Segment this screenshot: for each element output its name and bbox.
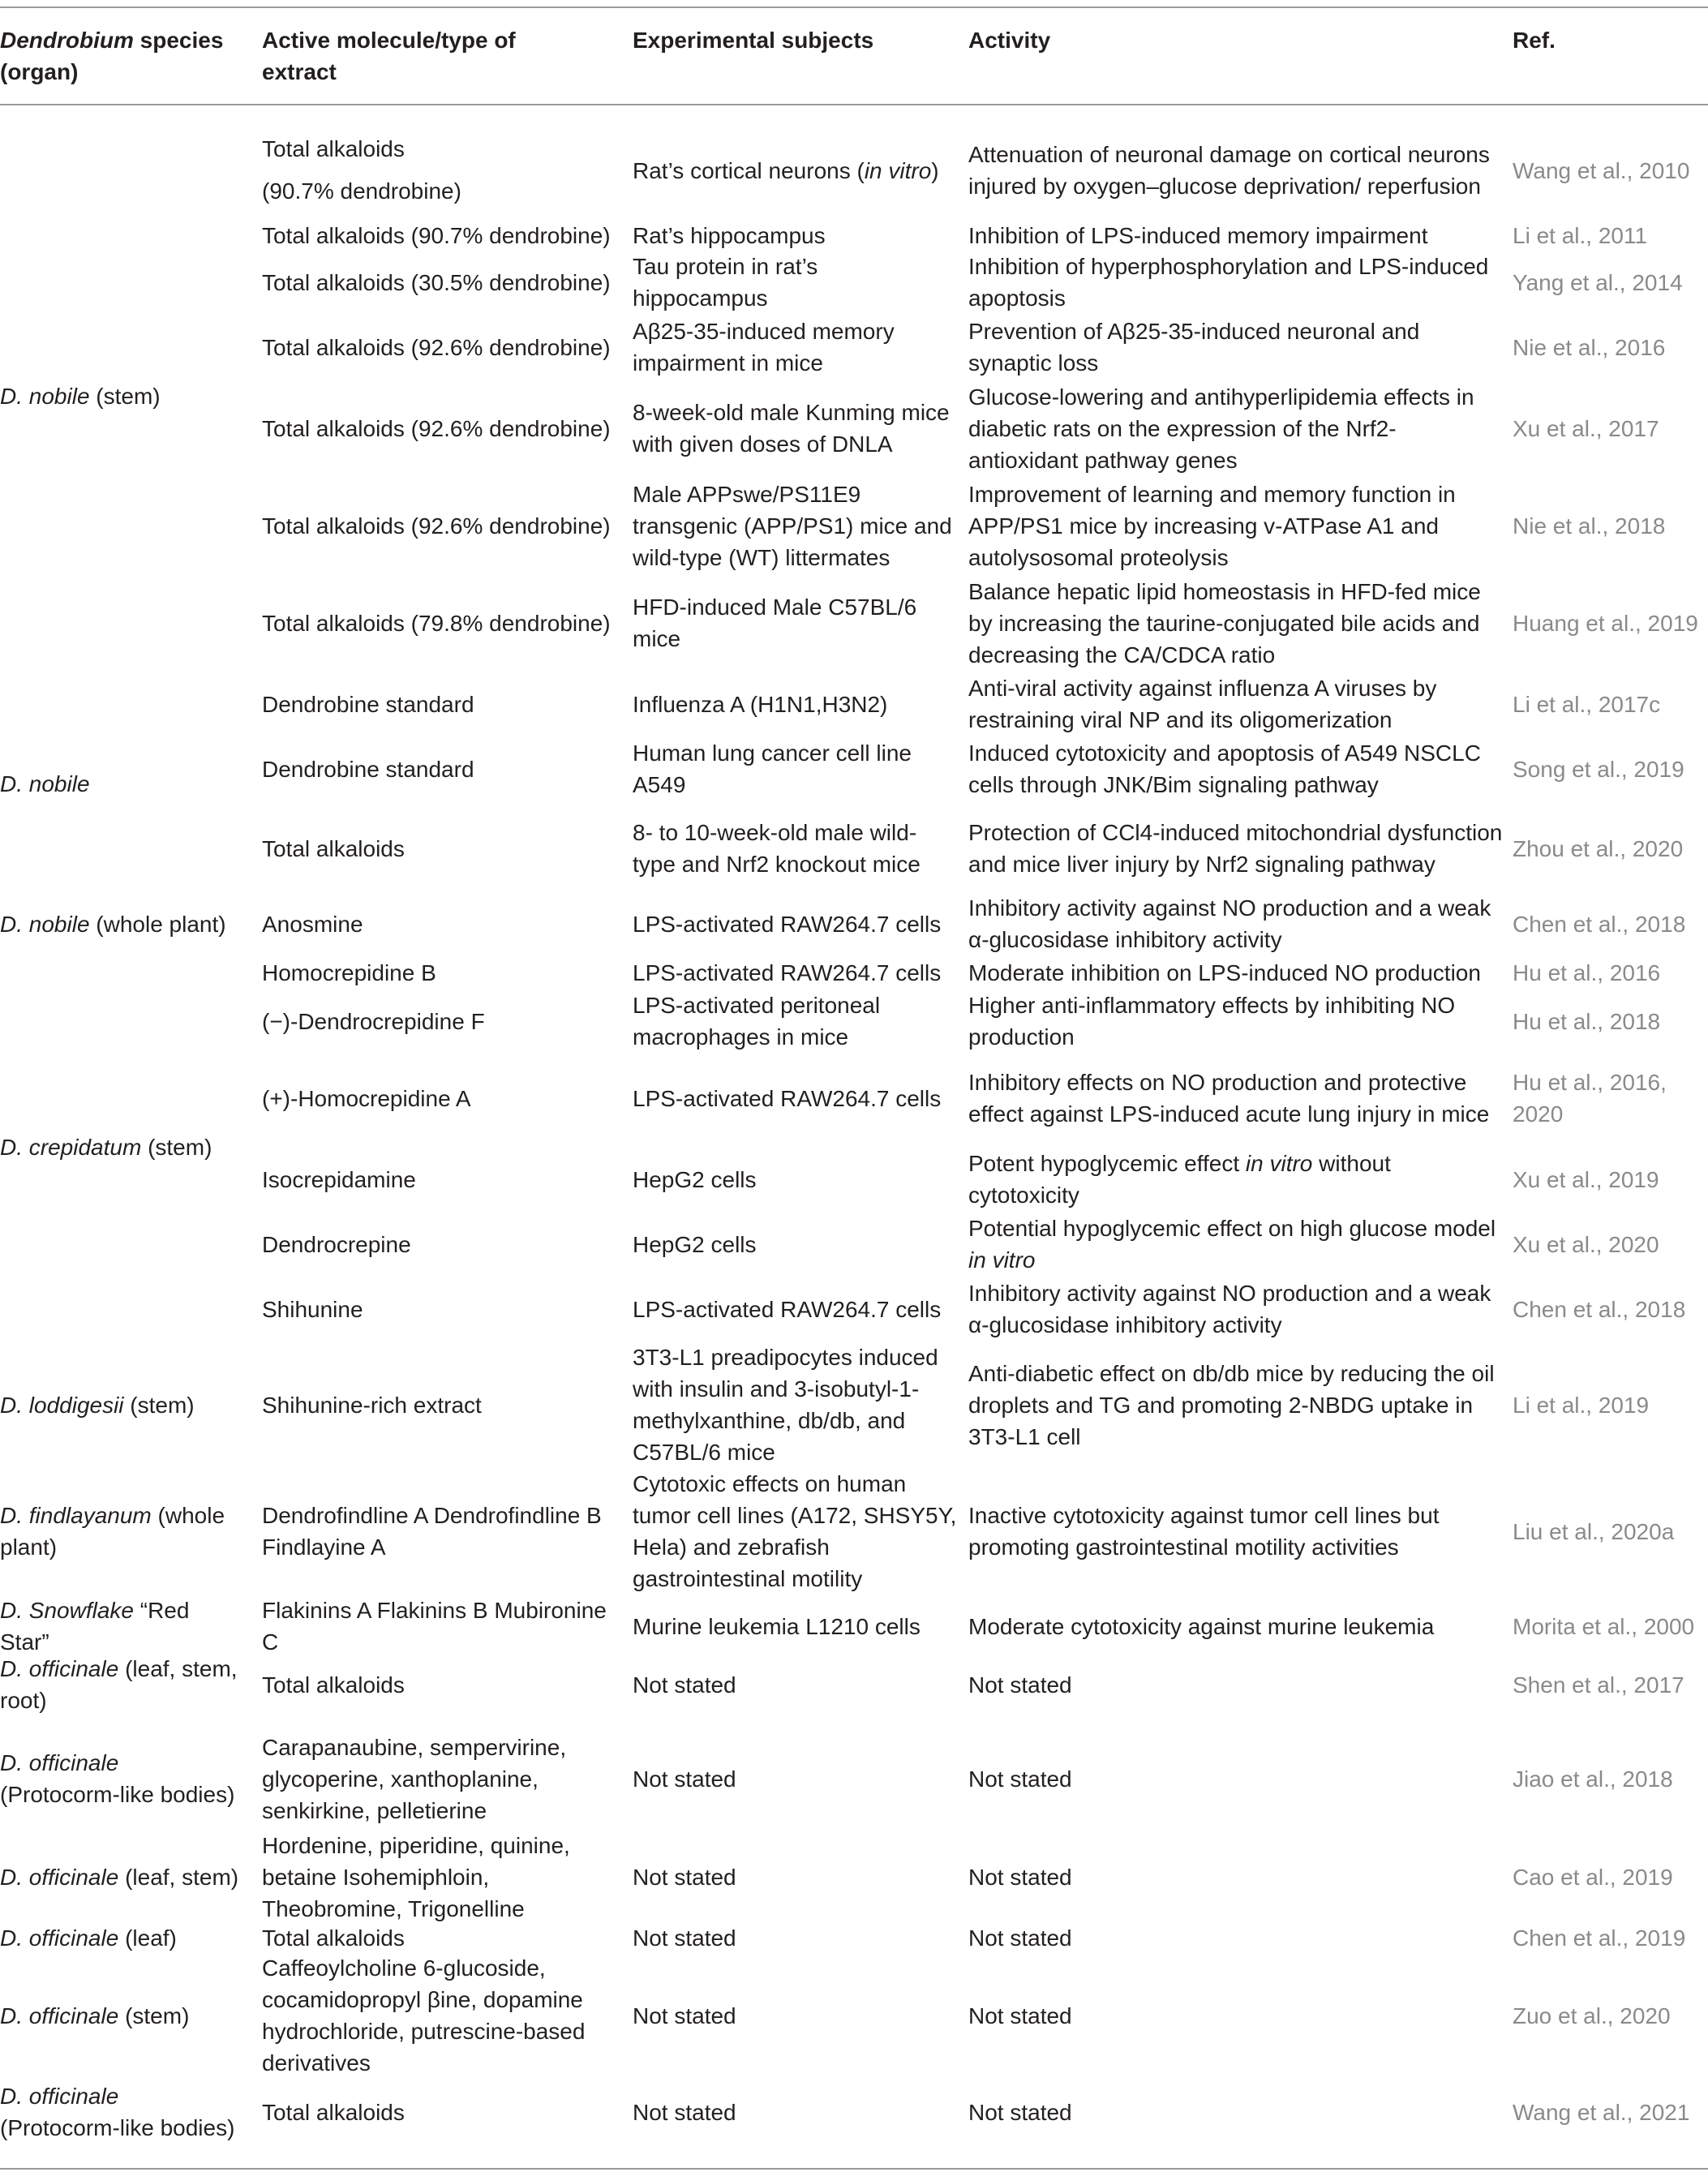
active-molecule-cell: (−)-Dendrocrepidine F xyxy=(262,1008,485,1034)
activity-cell: Potential hypoglycemic effect on high glucose model in vitro xyxy=(968,1216,1496,1273)
active-molecule-cell: Flakinins A Flakinins B Mubironine C xyxy=(262,1598,607,1655)
reference-cell: Wang et al., 2021 xyxy=(1513,2099,1690,2125)
reference-cell: Nie et al., 2016 xyxy=(1513,334,1666,360)
active-molecule-cell: Total alkaloids (30.5% dendrobine) xyxy=(262,269,611,295)
experimental-subjects-cell: LPS-activated RAW264.7 cells xyxy=(633,1085,942,1111)
activity-cell: Inhibition of LPS-induced memory impairment xyxy=(968,222,1428,248)
reference-cell: Zuo et al., 2020 xyxy=(1513,2002,1671,2028)
species-cell: D. crepidatum (stem) xyxy=(0,1134,212,1160)
experimental-subjects-cell: Not stated xyxy=(633,1925,736,1951)
species-cell: D. officinale (Protocorm-like bodies) xyxy=(0,2084,235,2140)
reference-cell: Xu et al., 2020 xyxy=(1513,1231,1659,1257)
experimental-subjects-cell: Not stated xyxy=(633,2099,736,2125)
species-cell: D. Snowflake “Red Star” xyxy=(0,1598,190,1655)
species-cell: D. officinale (leaf, stem, root) xyxy=(0,1656,238,1713)
activity-cell: Moderate cytotoxicity against murine leukemia xyxy=(968,1613,1435,1639)
active-molecule-cell: Dendrobine standard xyxy=(262,691,474,717)
species-cell: D. findlayanum (whole plant) xyxy=(0,1503,225,1560)
species-cell: D. officinale (leaf, stem) xyxy=(0,1864,239,1890)
experimental-subjects-cell: Not stated xyxy=(633,1672,736,1698)
experimental-subjects-cell: 8- to 10-week-old male wild-type and Nrf2 knockout mice xyxy=(633,820,921,877)
header-ref: Ref. xyxy=(1513,28,1556,53)
reference-cell: Shen et al., 2017 xyxy=(1513,1672,1684,1698)
reference-cell: Jiao et al., 2018 xyxy=(1513,1766,1673,1792)
active-molecule-cell: Dendrocrepine xyxy=(262,1231,411,1257)
species-cell: D. loddigesii (stem) xyxy=(0,1392,195,1418)
experimental-subjects-cell: Aβ25-35-induced memory impairment in mice xyxy=(633,319,895,376)
experimental-subjects-cell: Not stated xyxy=(633,2002,736,2028)
activity-cell: Anti-viral activity against influenza A viruses by restraining viral NP and its oligomerization xyxy=(968,676,1437,732)
reference-cell: Cao et al., 2019 xyxy=(1513,1864,1673,1890)
active-molecule-cell: Caffeoylcholine 6-glucoside, cocamidopropyl βine, dopamine hydrochloride, putrescine-based derivatives xyxy=(262,1955,586,2075)
experimental-subjects-cell: Rat’s cortical neurons (in vitro) xyxy=(633,157,939,183)
activity-cell: Prevention of Aβ25-35-induced neuronal and synaptic loss xyxy=(968,319,1420,376)
active-molecule-cell: Total alkaloids (92.6% dendrobine) xyxy=(262,334,611,360)
active-molecule-cell: Shihunine xyxy=(262,1296,363,1322)
experimental-subjects-cell: Not stated xyxy=(633,1864,736,1890)
active-molecule-cell: Shihunine-rich extract xyxy=(262,1392,482,1418)
active-molecule-cell: Total alkaloids (90.7% dendrobine) xyxy=(262,222,611,248)
species-cell: D. nobile xyxy=(0,771,90,796)
reference-cell: Li et al., 2017c xyxy=(1513,691,1661,717)
top-rule xyxy=(0,6,1708,8)
activity-cell: Inhibitory activity against NO production and a weak α-glucosidase inhibitory activity xyxy=(968,895,1491,952)
reference-cell: Yang et al., 2014 xyxy=(1513,269,1683,295)
reference-cell: Liu et al., 2020a xyxy=(1513,1518,1675,1544)
active-molecule-cell: Total alkaloids xyxy=(262,1672,405,1698)
experimental-subjects-cell: HepG2 cells xyxy=(633,1231,757,1257)
reference-cell: Chen et al., 2018 xyxy=(1513,1296,1686,1322)
reference-cell: Xu et al., 2019 xyxy=(1513,1166,1659,1192)
activity-cell: Not stated xyxy=(968,2099,1072,2125)
activity-cell: Inhibition of hyperphosphorylation and LPS-induced apoptosis xyxy=(968,254,1489,311)
species-cell: D. nobile (stem) xyxy=(0,383,161,409)
experimental-subjects-cell: Tau protein in rat’s hippocampus xyxy=(633,254,818,311)
species-cell: D. nobile (whole plant) xyxy=(0,911,226,937)
experimental-subjects-cell: LPS-activated RAW264.7 cells xyxy=(633,911,942,937)
species-cell: D. officinale (leaf) xyxy=(0,1925,177,1951)
active-molecule-cell: Hordenine, piperidine, quinine, betaine Isohemiphloin, Theobromine, Trigonelline xyxy=(262,1832,570,1921)
reference-cell: Nie et al., 2018 xyxy=(1513,513,1666,539)
experimental-subjects-cell: Rat’s hippocampus xyxy=(633,222,826,248)
experimental-subjects-cell: LPS-activated peritoneal macrophages in mice xyxy=(633,993,881,1050)
reference-cell: Song et al., 2019 xyxy=(1513,756,1684,782)
activity-cell: Attenuation of neuronal damage on cortical neurons injured by oxygen–glucose deprivation/ reperfusion xyxy=(968,142,1490,199)
header-activity: Activity xyxy=(968,28,1051,53)
experimental-subjects-cell: LPS-activated RAW264.7 cells xyxy=(633,1296,942,1322)
header-active: Active molecule/type of extract xyxy=(262,28,516,84)
active-molecule-cell: Total alkaloids (79.8% dendrobine) xyxy=(262,610,611,636)
activity-cell: Moderate inhibition on LPS-induced NO production xyxy=(968,959,1481,985)
active-molecule-cell: Total alkaloids xyxy=(262,2099,405,2125)
experimental-subjects-cell: Not stated xyxy=(633,1766,736,1792)
experimental-subjects-cell: HFD-induced Male C57BL/6 mice xyxy=(633,595,917,651)
active-molecule-cell: (+)-Homocrepidine A xyxy=(262,1085,471,1111)
experimental-subjects-cell: Murine leukemia L1210 cells xyxy=(633,1613,921,1639)
activity-cell: Not stated xyxy=(968,1925,1072,1951)
experimental-subjects-cell: Influenza A (H1N1,H3N2) xyxy=(633,691,888,717)
activity-cell: Glucose-lowering and antihyperlipidemia effects in diabetic rats on the expression of the Nrf2-antioxidant pathway genes xyxy=(968,384,1474,473)
active-molecule-cell: Anosmine xyxy=(262,911,363,937)
activity-cell: Not stated xyxy=(968,2002,1072,2028)
active-molecule-cell: Dendrobine standard xyxy=(262,756,474,782)
active-molecule-cell: Dendrofindline A Dendrofindline B Findlayine A xyxy=(262,1503,602,1560)
active-molecule-cell: Isocrepidamine xyxy=(262,1166,416,1192)
activity-cell: Induced cytotoxicity and apoptosis of A549 NSCLC cells through JNK/Bim signaling pathway xyxy=(968,740,1481,797)
activity-cell: Inhibitory activity against NO production and a weak α-glucosidase inhibitory activity xyxy=(968,1281,1491,1337)
activity-cell: Higher anti-inflammatory effects by inhibiting NO production xyxy=(968,993,1456,1050)
activity-cell: Inhibitory effects on NO production and protective effect against LPS-induced acute lung injury in mice xyxy=(968,1070,1490,1127)
reference-cell: Huang et al., 2019 xyxy=(1513,610,1698,636)
activity-cell: Anti-diabetic effect on db/db mice by reducing the oil droplets and TG and promoting 2-NBDG uptake in 3T3-L1 cell xyxy=(968,1360,1495,1449)
experimental-subjects-cell: Human lung cancer cell line A549 xyxy=(633,740,912,797)
active-molecule-cell: Total alkaloids (92.6% dendrobine) xyxy=(262,513,611,539)
activity-cell: Balance hepatic lipid homeostasis in HFD-fed mice by increasing the taurine-conjugated bile acids and decreasing the CA/CDCA ratio xyxy=(968,578,1481,667)
active-molecule-cell: Total alkaloids (90.7% dendrobine) xyxy=(262,136,461,204)
activity-cell: Not stated xyxy=(968,1864,1072,1890)
reference-cell: Morita et al., 2000 xyxy=(1513,1613,1695,1639)
experimental-subjects-cell: Male APPswe/PS11E9 transgenic (APP/PS1) mice and wild-type (WT) littermates xyxy=(633,481,952,570)
reference-cell: Zhou et al., 2020 xyxy=(1513,835,1684,861)
reference-cell: Chen et al., 2018 xyxy=(1513,911,1686,937)
active-molecule-cell: Total alkaloids (92.6% dendrobine) xyxy=(262,415,611,441)
experimental-subjects-cell: 8-week-old male Kunming mice with given doses of DNLA xyxy=(633,400,950,457)
bottom-rule xyxy=(0,2168,1708,2170)
header-species: Dendrobium species (organ) xyxy=(0,28,224,84)
experimental-subjects-cell: Cytotoxic effects on human tumor cell lines (A172, SHSY5Y, Hela) and zebrafish gastrointestinal motility xyxy=(633,1471,957,1591)
header-rule xyxy=(0,104,1708,105)
experimental-subjects-cell: 3T3-L1 preadipocytes induced with insulin and 3-isobutyl-1-methylxanthine, db/db, and C57BL/6 mice xyxy=(633,1345,938,1465)
activity-cell: Not stated xyxy=(968,1766,1072,1792)
experimental-subjects-cell: HepG2 cells xyxy=(633,1166,757,1192)
activity-cell: Inactive cytotoxicity against tumor cell lines but promoting gastrointestinal motility activities xyxy=(968,1503,1440,1560)
reference-cell: Xu et al., 2017 xyxy=(1513,415,1659,441)
active-molecule-cell: Total alkaloids xyxy=(262,1925,405,1951)
activity-cell: Potent hypoglycemic effect in vitro without cytotoxicity xyxy=(968,1151,1391,1208)
reference-cell: Hu et al., 2016 xyxy=(1513,959,1661,985)
activity-cell: Improvement of learning and memory function in APP/PS1 mice by increasing v-ATPase A1 and autolysosomal proteolysis xyxy=(968,481,1456,570)
species-cell: D. officinale (Protocorm-like bodies) xyxy=(0,1750,235,1807)
reference-cell: Hu et al., 2018 xyxy=(1513,1008,1661,1034)
experimental-subjects-cell: LPS-activated RAW264.7 cells xyxy=(633,959,942,985)
reference-cell: Li et al., 2019 xyxy=(1513,1392,1650,1418)
active-molecule-cell: Homocrepidine B xyxy=(262,959,436,985)
reference-cell: Li et al., 2011 xyxy=(1513,222,1648,248)
reference-cell: Wang et al., 2010 xyxy=(1513,157,1690,183)
active-molecule-cell: Total alkaloids xyxy=(262,835,405,861)
reference-cell: Chen et al., 2019 xyxy=(1513,1925,1686,1951)
reference-cell: Hu et al., 2016, 2020 xyxy=(1513,1070,1667,1127)
activity-cell: Not stated xyxy=(968,1672,1072,1698)
activity-cell: Protection of CCl4-induced mitochondrial dysfunction and mice liver injury by Nrf2 signaling pathway xyxy=(968,820,1503,877)
header-subjects: Experimental subjects xyxy=(633,28,874,53)
active-molecule-cell: Carapanaubine, sempervirine, glycoperine, xanthoplanine, senkirkine, pelletierine xyxy=(262,1734,567,1823)
species-cell: D. officinale (stem) xyxy=(0,2002,190,2028)
